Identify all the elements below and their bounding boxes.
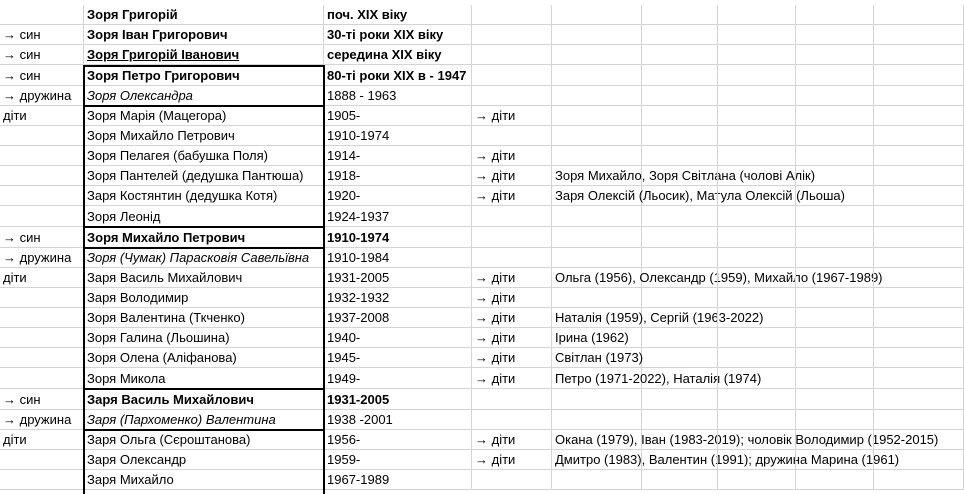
cell-empty[interactable] [874,206,964,227]
table-row [0,328,964,348]
cell-children-arrow[interactable]: → діти [472,166,552,186]
cell-relation[interactable] [0,126,84,146]
cell-name[interactable]: Заря Олександр [84,450,324,470]
cell-relation[interactable] [0,186,84,206]
cell-empty[interactable] [642,430,718,450]
cell-children-list[interactable]: Ольга (1956), Олександр (1959), Михайло (1967-1989) [552,268,642,288]
cell-relation[interactable]: → син [0,389,84,410]
cell-name[interactable]: Зоря (Чумак) Парасковія Савельївна [84,248,324,268]
cell-name[interactable]: Заря (Пархоменко) Валентина [84,410,324,430]
cell-empty[interactable] [796,248,874,268]
cell-empty[interactable] [718,166,796,186]
cell-relation[interactable] [0,328,84,348]
cell-dates[interactable]: 1959- [324,450,472,470]
cell-dates[interactable]: 1888 - 1963 [324,86,472,106]
cell-relation[interactable]: діти [0,430,84,450]
cell-relation[interactable] [0,368,84,389]
table-row [0,25,964,45]
cell-empty[interactable] [718,348,796,368]
block-border [83,105,325,107]
cell-empty[interactable] [796,410,874,430]
table-row [0,166,964,186]
cell-relation[interactable] [0,470,84,490]
cell-empty[interactable] [718,328,796,348]
cell-empty[interactable] [642,65,718,86]
cell-empty[interactable] [718,146,796,166]
cell-empty[interactable] [796,65,874,86]
cell-empty[interactable] [874,86,964,106]
block-border [83,388,325,390]
block-border [83,389,85,494]
cell-children-arrow[interactable]: → діти [472,430,552,450]
cell-children-arrow[interactable]: → діти [472,268,552,288]
cell-empty[interactable] [642,227,718,248]
table-row [0,227,964,248]
table-row [0,248,964,268]
cell-children-list[interactable]: Зоря Михайло, Зоря Світлана (чолові Алік) [552,166,642,186]
table-row [0,268,964,288]
cell-empty[interactable] [874,65,964,86]
cell-name[interactable]: Зоря Микола [84,368,324,389]
cell-empty[interactable] [718,248,796,268]
table-row [0,126,964,146]
cell-empty[interactable] [642,328,718,348]
cell-empty[interactable] [718,126,796,146]
table-row [0,348,964,368]
table-row [0,410,964,430]
cell-empty[interactable] [874,288,964,308]
cell-empty[interactable] [642,206,718,227]
cell-relation[interactable] [0,288,84,308]
cell-children-list[interactable]: Петро (1971-2022), Наталія (1974) [552,368,642,389]
cell-empty[interactable] [874,227,964,248]
cell-empty[interactable] [642,450,718,470]
block-border [83,227,85,389]
cell-empty[interactable] [642,166,718,186]
cell-empty[interactable] [874,25,964,45]
cell-children-list[interactable] [552,288,642,308]
cell-children-arrow[interactable]: → діти [472,106,552,126]
cell-children-arrow[interactable]: → діти [472,186,552,206]
cell-dates[interactable]: 1914- [324,146,472,166]
cell-children-list[interactable]: Дмитро (1983), Валентин (1991); дружина Марина (1961) [552,450,642,470]
table-row [0,368,964,389]
cell-dates[interactable]: 1918- [324,166,472,186]
cell-children-list[interactable] [552,470,642,490]
cell-relation[interactable] [0,146,84,166]
cell-children-arrow[interactable]: → діти [472,288,552,308]
table-row [0,389,964,410]
block-border [323,65,325,227]
cell-empty[interactable] [718,25,796,45]
table-row [0,186,964,206]
cell-relation[interactable]: → син [0,25,84,45]
cell-empty[interactable] [874,430,964,450]
cell-name[interactable]: Зоря Пелагея (бабушка Поля) [84,146,324,166]
cell-dates[interactable]: середина XIX віку [324,45,472,65]
cell-empty[interactable] [874,146,964,166]
cell-dates[interactable]: 1938 -2001 [324,410,472,430]
cell-dates[interactable]: 30-ті роки XIX віку [324,25,472,45]
cell-children-arrow[interactable] [472,65,552,86]
cell-children-list[interactable] [552,227,642,248]
cell-children-list[interactable] [552,410,642,430]
cell-empty[interactable] [874,308,964,328]
cell-relation[interactable]: → син [0,227,84,248]
cell-empty[interactable] [718,106,796,126]
cell-empty[interactable] [796,86,874,106]
block-border [83,429,325,431]
cell-empty[interactable] [874,328,964,348]
cell-empty[interactable] [796,430,874,450]
table-row [0,430,964,450]
cell-name[interactable]: Зоря Петро Григорович [84,65,324,86]
table-row [0,206,964,227]
cell-children-arrow[interactable]: → діти [472,348,552,368]
cell-relation[interactable]: → дружина [0,248,84,268]
cell-children-list[interactable]: Заря Олексій (Льосик), Матула Олексій (Льоша) [552,186,642,206]
cell-relation[interactable] [0,308,84,328]
cell-children-list[interactable] [552,106,642,126]
cell-children-arrow[interactable]: → діти [472,328,552,348]
cell-dates[interactable]: 1910-1974 [324,227,472,248]
cell-empty[interactable] [718,186,796,206]
cell-children-list[interactable] [552,126,642,146]
cell-name[interactable]: Заря Володимир [84,288,324,308]
cell-empty[interactable] [718,389,796,410]
cell-empty[interactable] [642,126,718,146]
cell-name[interactable]: Заря Василь Михайлович [84,268,324,288]
cell-children-arrow[interactable]: → діти [472,450,552,470]
cell-children-arrow[interactable] [472,227,552,248]
cell-name[interactable]: Зоря Галина (Льошина) [84,328,324,348]
cell-children-arrow[interactable] [472,248,552,268]
table-row [0,146,964,166]
cell-empty[interactable] [796,288,874,308]
cell-name[interactable]: Заря Ольга (Сєроштанова) [84,430,324,450]
cell-relation[interactable] [0,348,84,368]
cell-dates[interactable]: 1931-2005 [324,389,472,410]
cell-relation[interactable]: діти [0,106,84,126]
cell-empty[interactable] [796,146,874,166]
cell-name[interactable]: Зоря Валентина (Ткченко) [84,308,324,328]
cell-children-list[interactable]: Наталія (1959), Сергій (1963-2022) [552,308,642,328]
cell-name[interactable]: Зоря Леонід [84,206,324,227]
cell-children-list[interactable] [552,25,642,45]
cell-children-list[interactable] [552,65,642,86]
cell-empty[interactable] [874,450,964,470]
block-border [323,389,325,494]
cell-children-list[interactable] [552,248,642,268]
cell-name[interactable]: Заря Михайло [84,470,324,490]
cell-empty[interactable] [642,288,718,308]
cell-empty[interactable] [796,206,874,227]
cell-empty[interactable] [718,410,796,430]
cell-empty[interactable] [718,268,796,288]
cell-empty[interactable] [718,5,796,25]
table-row [0,288,964,308]
cell-empty[interactable] [874,166,964,186]
cell-empty[interactable] [874,106,964,126]
cell-children-list[interactable] [552,86,642,106]
table-row [0,450,964,470]
cell-dates[interactable]: 1924-1937 [324,206,472,227]
block-border [323,227,325,389]
cell-children-arrow[interactable]: → діти [472,146,552,166]
cell-relation[interactable]: діти [0,268,84,288]
cell-empty[interactable] [796,450,874,470]
cell-empty[interactable] [642,25,718,45]
cell-empty[interactable] [642,248,718,268]
cell-name[interactable]: Зоря Олександра [84,86,324,106]
cell-relation[interactable]: → син [0,65,84,86]
table-row [0,5,964,25]
cell-dates[interactable]: 1910-1974 [324,126,472,146]
cell-dates[interactable]: 1956- [324,430,472,450]
table-row [0,308,964,328]
cell-name[interactable]: Зоря Михайло Петрович [84,227,324,248]
table-row [0,106,964,126]
cell-children-list[interactable] [552,389,642,410]
table-row [0,86,964,106]
cell-empty[interactable] [718,470,796,490]
cell-name[interactable]: Зоря Григорій [84,5,324,25]
cell-empty[interactable] [718,45,796,65]
cell-children-arrow[interactable] [472,86,552,106]
cell-empty[interactable] [642,106,718,126]
cell-empty[interactable] [796,166,874,186]
cell-empty[interactable] [796,25,874,45]
table-row [0,470,964,490]
cell-empty[interactable] [796,126,874,146]
cell-children-arrow[interactable] [472,206,552,227]
cell-relation[interactable] [0,450,84,470]
cell-children-arrow[interactable] [472,410,552,430]
cell-empty[interactable] [796,106,874,126]
cell-empty[interactable] [718,206,796,227]
cell-dates[interactable]: 1949- [324,368,472,389]
cell-children-arrow[interactable] [472,389,552,410]
cell-name[interactable]: Зоря Іван Григорович [84,25,324,45]
cell-empty[interactable] [796,268,874,288]
cell-empty[interactable] [718,65,796,86]
cell-empty[interactable] [718,368,796,389]
cell-dates[interactable]: 1910-1984 [324,248,472,268]
cell-empty[interactable] [796,389,874,410]
cell-dates[interactable]: 1940- [324,328,472,348]
cell-children-arrow[interactable]: → діти [472,308,552,328]
cell-dates[interactable]: 1967-1989 [324,470,472,490]
cell-children-arrow[interactable] [472,45,552,65]
cell-children-list[interactable]: Ірина (1962) [552,328,642,348]
cell-dates[interactable]: 1905- [324,106,472,126]
cell-children-list[interactable] [552,206,642,227]
cell-children-list[interactable] [552,146,642,166]
cell-empty[interactable] [642,368,718,389]
cell-empty[interactable] [718,450,796,470]
cell-relation[interactable]: → син [0,45,84,65]
cell-dates[interactable]: 80-ті роки XIX в - 1947 [324,65,472,86]
cell-empty[interactable] [874,268,964,288]
cell-name[interactable]: Зоря Пантелей (дедушка Пантюша) [84,166,324,186]
cell-dates[interactable]: 1932-1932 [324,288,472,308]
cell-children-arrow[interactable]: → діти [472,368,552,389]
cell-name[interactable]: Зоря Олена (Аліфанова) [84,348,324,368]
cell-dates[interactable]: 1920- [324,186,472,206]
cell-empty[interactable] [874,368,964,389]
cell-empty[interactable] [642,308,718,328]
table-row [0,65,964,86]
cell-empty[interactable] [874,389,964,410]
cell-empty[interactable] [796,348,874,368]
cell-empty[interactable] [642,470,718,490]
cell-empty[interactable] [642,348,718,368]
cell-empty[interactable] [874,5,964,25]
cell-relation[interactable]: → дружина [0,410,84,430]
cell-empty[interactable] [796,470,874,490]
cell-empty[interactable] [874,126,964,146]
cell-empty[interactable] [718,430,796,450]
cell-empty[interactable] [642,146,718,166]
cell-empty[interactable] [718,308,796,328]
cell-empty[interactable] [642,268,718,288]
cell-children-arrow[interactable] [472,470,552,490]
cell-empty[interactable] [718,86,796,106]
cell-empty[interactable] [796,186,874,206]
cell-children-arrow[interactable] [472,5,552,25]
cell-children-list[interactable]: Окана (1979), Іван (1983-2019); чоловік Володимир (1952-2015) [552,430,642,450]
cell-relation[interactable] [0,166,84,186]
cell-empty[interactable] [796,328,874,348]
cell-empty[interactable] [718,227,796,248]
cell-empty[interactable] [874,348,964,368]
cell-dates[interactable]: 1931-2005 [324,268,472,288]
block-border [83,226,325,228]
cell-empty[interactable] [796,227,874,248]
cell-empty[interactable] [796,45,874,65]
cell-empty[interactable] [874,45,964,65]
cell-relation[interactable] [0,206,84,227]
cell-dates[interactable]: поч. XIX віку [324,5,472,25]
cell-children-list[interactable]: Світлан (1973) [552,348,642,368]
cell-empty[interactable] [874,248,964,268]
cell-name[interactable]: Заря Василь Михайлович [84,389,324,410]
cell-empty[interactable] [796,368,874,389]
block-border [83,247,325,249]
table-row [0,45,964,65]
cell-children-list[interactable] [552,5,642,25]
cell-empty[interactable] [874,470,964,490]
cell-name[interactable]: Зоря Григорій Іванович [84,45,324,65]
block-border [83,65,325,67]
cell-empty[interactable] [718,288,796,308]
cell-empty[interactable] [642,86,718,106]
cell-children-arrow[interactable] [472,126,552,146]
cell-name[interactable]: Зоря Михайло Петрович [84,126,324,146]
block-border [83,65,85,227]
cell-empty[interactable] [796,308,874,328]
cell-dates[interactable]: 1945- [324,348,472,368]
cell-empty[interactable] [874,410,964,430]
cell-name[interactable]: Зоря Марія (Мацегора) [84,106,324,126]
cell-empty[interactable] [642,45,718,65]
cell-empty[interactable] [642,389,718,410]
cell-empty[interactable] [642,5,718,25]
cell-children-arrow[interactable] [472,25,552,45]
cell-empty[interactable] [642,186,718,206]
cell-relation[interactable]: → дружина [0,86,84,106]
cell-dates[interactable]: 1937-2008 [324,308,472,328]
cell-empty[interactable] [796,5,874,25]
cell-relation[interactable] [0,5,84,25]
cell-children-list[interactable] [552,45,642,65]
cell-empty[interactable] [642,410,718,430]
cell-empty[interactable] [874,186,964,206]
cell-name[interactable]: Заря Костянтин (дедушка Котя) [84,186,324,206]
